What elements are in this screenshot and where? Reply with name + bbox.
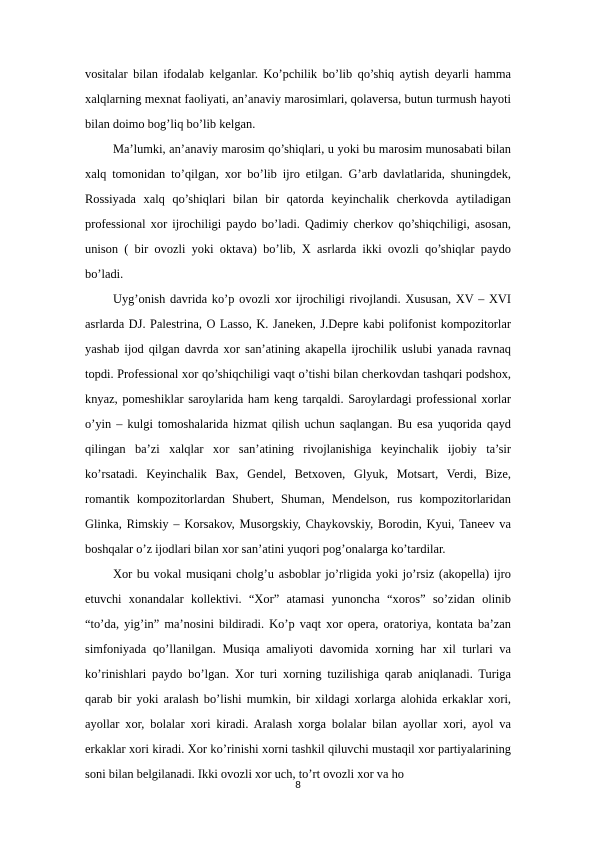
paragraph-renaissance: Uyg’onish davrida ko’p ovozli xor ijrochiligi rivojlandi. Xususan, XV – XVI asrlarda DJ. Palestrina, O Lasso, K. Janeken, J.Depre kabi polifonist kompozitorlar yashab ijod qilgan davrda xor san’atining akapella ijrochilik uslubi yanada ravnaq topdi. Professional xor qo’shiqchiligi vaqt o’tishi bilan cherkovdan tashqari podshox, knyaz, pomeshiklar saroylarida ham keng tarqaldi. Saroylardagi professional xorlar o’yin – kulgi tomoshalarida hizmat qilish uchun saqlangan. Bu esa yuqorida qayd qilingan ba’zi xalqlar xor san’atining rivojlanishiga keyinchalik ijobiy ta’sir ko’rsatadi. Keyinchalik Bax, Gendel, Betxoven, Glyuk, Motsart, Verdi, Bize, romantik kompozitorlardan Shubert, Shuman, Mendelson, rus kompozitorlaridan Glinka, Rimskiy – Korsakov, Musorgskiy, Chaykovskiy, Borodin, Kyui, Taneev va boshqalar o’z ijodlari bilan xor san’atini yuqori pog’onalarga ko’tardilar. xyxy=(85,292,511,556)
page-number: 8 xyxy=(295,780,301,791)
body-text xyxy=(85,62,511,787)
paragraph-continuation: vositalar bilan ifodalab kelganlar. Ko’pchilik bo’lib qo’shiq aytish deyarli hamma xalqlarning mexnat faoliyati, an’anaviy marosimlari, qolaversa, butun turmush hayoti bilan doimo bog’liq bo’lib kelgan. xyxy=(85,67,511,131)
paragraph-ritual-songs: Ma’lumki, an’anaviy marosim qo’shiqlari, u yoki bu marosim munosabati bilan xalq tomonidan to’qilgan, xor bo’lib ijro etilgan. G’arb davlatlarida, shuningdek, Rossiyada xalq qo’shiqlari bilan bir qatorda keyinchalik cherkovda aytiladigan professional xor ijrochiligi paydo bo’ladi. Qadimiy cherkov qo’shiqchiligi, asosan, unison ( bir ovozli yoki oktava) bo’lib, X asrlarda ikki ovozli qo’shiqlar paydo bo’ladi. xyxy=(85,142,511,281)
paragraph-choir-definition: Xor bu vokal musiqani cholg’u asboblar jo’rligida yoki jo’rsiz (akopella) ijro etuvchi xonandalar kollektivi. “Xor” atamasi yunoncha “xoros” so’zidan olinib “to’da, yig’in” ma’nosini bildiradi. Ko’p vaqt xor opera, oratoriya, kontata ba’zan simfoniyada qo’llanilgan. Musiqa amaliyoti davomida xorning har xil turlari va ko’rinishlari paydo bo’lgan. Xor turi xorning tuzilishiga qarab aniqlanadi. Turiga qarab bir yoki aralash bo’lishi mumkin, bir xildagi xorlarga alohida erkaklar xori, ayollar xor, bolalar xori kiradi. Aralash xorga bolalar bilan ayollar xori, ayol va erkaklar xori kiradi. Xor ko’rinishi xorni tashkil qiluvchi mustaqil xor partiyalarining soni bilan belgilanadi. Ikki ovozli xor uch, to’rt ovozli xor va ho xyxy=(85,567,511,781)
